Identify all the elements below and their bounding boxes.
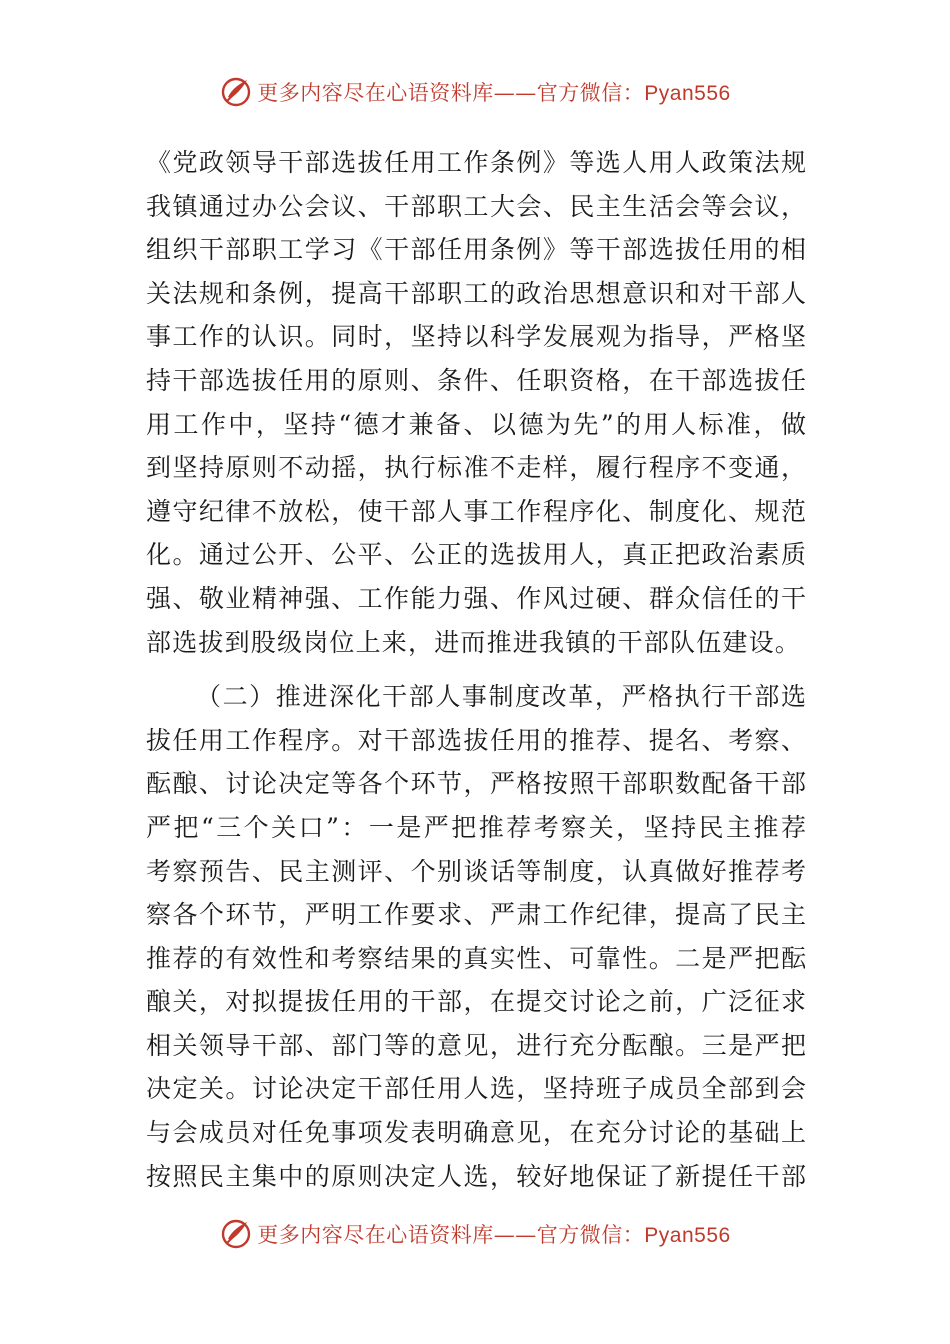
text-line: 强、敬业精神强、工作能力强、作风过硬、群众信任的干 — [146, 583, 806, 613]
text-line: 与会成员对任免事项发表明确意见，在充分讨论的基础上 — [146, 1118, 806, 1148]
banner-text: 更多内容尽在心语资料库——官方微信：Pyan556 — [257, 81, 731, 105]
text-line: 到坚持原则不动摇，执行标准不走样，履行程序不变通， — [146, 453, 806, 483]
text-line: 决定关。讨论决定干部任用人选，坚持班子成员全部到会 — [146, 1074, 806, 1104]
text-line: 拔任用工作程序。对干部选拔任用的推荐、提名、考察、 — [146, 725, 806, 755]
header-watermark-banner — [0, 72, 950, 112]
text-line: 用工作中，坚持“德才兼备、以德为先”的用人标准，做 — [146, 409, 806, 439]
text-line: 化。通过公开、公平、公正的选拔用人，真正把政治素质 — [146, 540, 806, 570]
text-line: 相关领导干部、部门等的意见，进行充分酝酿。三是严把 — [146, 1030, 806, 1060]
text-line: 酝酿、讨论决定等各个环节，严格按照干部职数配备干部 — [146, 769, 806, 799]
paragraph-1 — [146, 141, 806, 664]
text-line: （二）推进深化干部人事制度改革，严格执行干部选 — [196, 682, 806, 712]
text-line: 《党政领导干部选拔任用工作条例》等选人用人政策法规 — [146, 148, 806, 177]
text-line: 部选拔到股级岗位上来，进而推进我镇的干部队伍建设。 — [146, 627, 802, 657]
text-line: 事工作的认识。同时，坚持以科学发展观为指导，严格坚 — [146, 322, 806, 352]
text-line: 关法规和条例，提高干部职工的政治思想意识和对干部人 — [146, 278, 806, 308]
text-line: 按照民主集中的原则决定人选，较好地保证了新提任干部 — [146, 1161, 806, 1191]
banner-text: 更多内容尽在心语资料库——官方微信：Pyan556 — [257, 1223, 731, 1247]
text-line: 察各个环节，严明工作要求、严肃工作纪律，提高了民主 — [146, 900, 806, 930]
text-line: 我镇通过办公会议、干部职工大会、民主生活会等会议， — [146, 191, 806, 221]
text-line: 考察预告、民主测评、个别谈话等制度，认真做好推荐考 — [146, 856, 806, 886]
quill-logo-icon — [219, 75, 253, 109]
text-line: 遵守纪律不放松，使干部人事工作程序化、制度化、规范 — [146, 496, 806, 526]
document-body — [146, 141, 806, 1198]
text-line: 酿关，对拟提拔任用的干部，在提交讨论之前，广泛征求 — [146, 987, 806, 1017]
text-line: 严把“三个关口”：一是严把推荐考察关，坚持民主推荐 — [146, 812, 806, 842]
text-line: 持干部选拔任用的原则、条件、任职资格，在干部选拔任 — [146, 365, 806, 395]
text-line: 组织干部职工学习《干部任用条例》等干部选拔任用的相 — [146, 235, 806, 265]
paragraph-2 — [146, 675, 806, 1198]
text-line: 推荐的有效性和考察结果的真实性、可靠性。二是严把酝 — [146, 943, 806, 973]
footer-watermark-banner — [0, 1214, 950, 1254]
quill-logo-icon — [219, 1217, 253, 1251]
